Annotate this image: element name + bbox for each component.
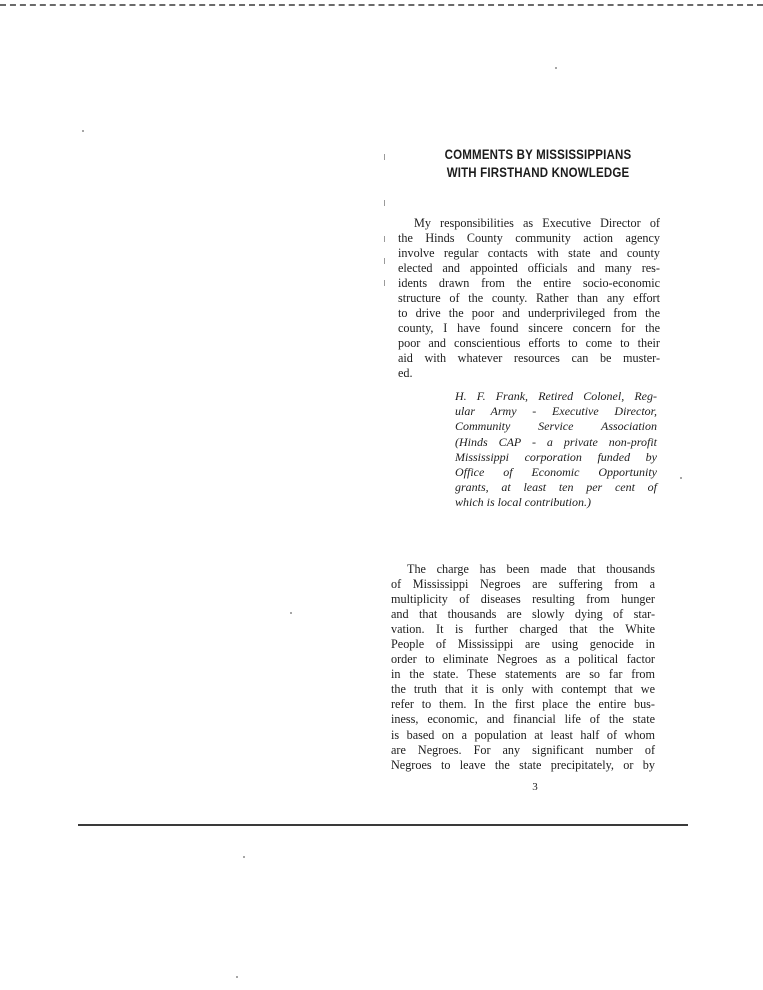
text-line: The charge has been made that thousands xyxy=(407,562,655,576)
text-line: vation. It is further charged that the White xyxy=(391,622,655,637)
scan-speck xyxy=(290,612,292,614)
text-line: structure of the county. Rather than any effort xyxy=(398,291,660,306)
text-line: People of Mississippi are using genocide in xyxy=(391,637,655,652)
text-line: Negroes to leave the state precipitately, or by xyxy=(391,757,655,772)
attribution-line: (Hinds CAP - a private non-profit xyxy=(455,434,657,449)
text-line: order to eliminate Negroes as a political factor xyxy=(391,652,655,667)
attribution-line: H. F. Frank, Retired Colonel, Reg- xyxy=(455,389,657,403)
scan-speck xyxy=(243,856,245,858)
text-line: iness, economic, and financial life of the state xyxy=(391,712,655,727)
heading-line: COMMENTS BY MISSISSIPPIANS xyxy=(444,147,632,162)
margin-mark xyxy=(384,236,385,242)
bottom-rule xyxy=(78,824,688,826)
text-line: idents drawn from the entire socio-economic xyxy=(398,276,660,291)
text-line: the truth that it is only with contempt that we xyxy=(391,682,655,697)
attribution-line: Office of Economic Opportunity xyxy=(455,465,657,480)
margin-mark xyxy=(384,280,385,286)
page-number: 3 xyxy=(532,781,538,793)
text-line: is based on a population at least half of whom xyxy=(391,727,655,742)
text-line: multiplicity of diseases resulting from hunger xyxy=(391,592,655,607)
attribution-line: which is local contribution.) xyxy=(455,495,591,510)
text-line: ed. xyxy=(398,366,413,381)
margin-mark xyxy=(384,258,385,264)
text-line: county, I have found sincere concern for the xyxy=(398,321,660,336)
attribution-line: grants, at least ten per cent of xyxy=(455,480,657,495)
first-comment-paragraph xyxy=(398,216,660,382)
attribution-line: Mississippi corporation funded by xyxy=(455,449,657,464)
margin-mark xyxy=(384,154,385,160)
text-line: poor and conscientious efforts to come to their xyxy=(398,336,660,351)
text-line: aid with whatever resources can be muster- xyxy=(398,351,660,366)
scan-speck xyxy=(555,67,557,69)
heading-line: WITH FIRSTHAND KNOWLEDGE xyxy=(446,165,630,180)
text-line: involve regular contacts with state and county xyxy=(398,246,660,261)
text-line: of Mississippi Negroes are suffering from a xyxy=(391,577,655,592)
attribution-line: Community Service Association xyxy=(455,419,657,434)
scan-speck xyxy=(236,976,238,978)
text-line: elected and appointed officials and many res- xyxy=(398,261,660,276)
text-line: refer to them. In the first place the entire bus- xyxy=(391,697,655,712)
text-line: and that thousands are slowly dying of star- xyxy=(391,607,655,622)
text-line: the Hinds County community action agency xyxy=(398,231,660,246)
attribution-line: ular Army - Executive Director, xyxy=(455,404,657,419)
text-line: to drive the poor and underprivileged from the xyxy=(398,306,660,321)
margin-mark xyxy=(384,200,385,206)
top-edge-rule xyxy=(0,4,763,6)
text-line: My responsibilities as Executive Director of xyxy=(414,216,660,230)
comment-attribution xyxy=(455,389,657,511)
scan-speck xyxy=(82,130,84,132)
text-line: are Negroes. For any significant number of xyxy=(391,742,655,757)
scan-speck xyxy=(680,477,682,479)
second-comment-paragraph xyxy=(391,562,655,773)
text-line: in the state. These statements are so far from xyxy=(391,667,655,682)
page-heading xyxy=(416,146,660,182)
